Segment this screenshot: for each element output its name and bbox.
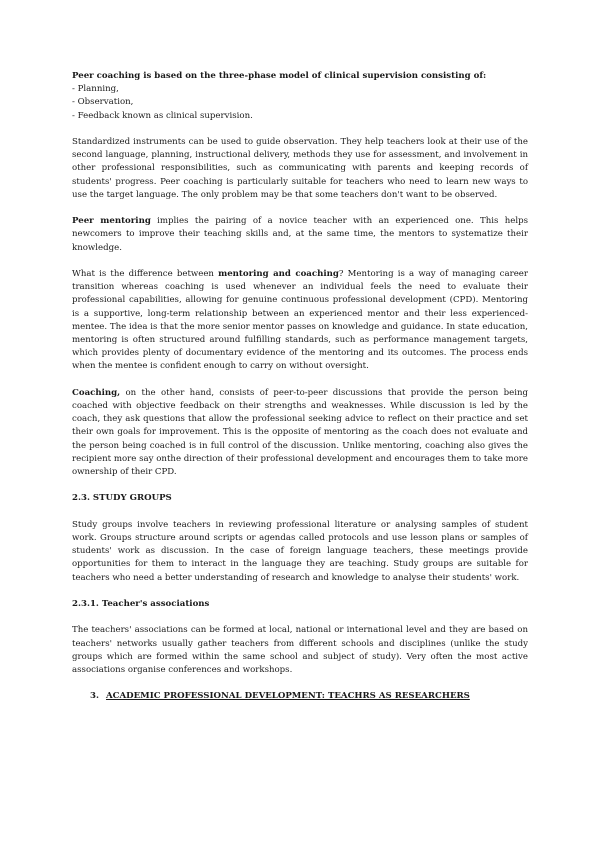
paragraph-difference — [72, 268, 528, 374]
term-coaching: Coaching, — [72, 387, 121, 398]
document-page — [72, 70, 528, 704]
paragraph-peer-mentoring — [72, 215, 528, 255]
paragraph-text: What is the difference between — [72, 269, 219, 279]
section-title-study-groups: 2.3. STUDY GROUPS — [72, 493, 172, 504]
paragraph-text: implies the pairing of a novice teacher with an experienced one. This helps newcomers to improve their teaching skills and, at the same time, the mentors to systematize their knowledge. — [72, 216, 529, 253]
list-item: - Observation, — [72, 97, 134, 108]
paragraph-associations: The teachers' associations can be formed at local, national or international level and they are based on teachers' networks usually gather teachers from different schools and disciplines (unlike the study groups which are formed within the same school and subject of study). Very often the most active associations organise conferences and workshops. — [72, 625, 528, 676]
section-title-text: ACADEMIC PROFESSIONAL DEVELOPMENT: TEACHRS AS RESEARCHERS — [106, 691, 470, 702]
list-item: - Feedback known as clinical supervision. — [72, 110, 253, 121]
list-item: - Planning, — [72, 84, 119, 95]
section-title-teachers-associations: 2.3.1. Teacher's associations — [72, 599, 210, 610]
paragraph-text: ? Mentoring is a way of managing career transition whereas coaching is used whenever an individual feels the need to evaluate their professional capabilities, allowing for genuine continuous professional development (CPD). Mentoring is a supportive, long-term relationship between an experienced mentor and their less experienced-mentee. The idea is that the more senior mentor passes on knowledge and guidance. In state education, mentoring is often structured around fulfilling standards, such as performance management targets, which provides plenty of documentary evidence of the mentoring and its outcomes. The process ends when the mentee is confident enough to carry on without oversight. — [72, 269, 529, 372]
paragraph-study-groups: Study groups involve teachers in reviewing professional literature or analysing samples of student work. Groups structure around scripts or agendas called protocols and use lesson plans or samples of students' work as discussion. In the case of foreign language teachers, these meetings provide opportunities for them to interact in the language they are teaching. Study groups are suitable for teachers who need a better understanding of research and knowledge to analyse their students' work. — [72, 519, 528, 583]
paragraph-standardized: Standardized instruments can be used to guide observation. They help teachers look at their use of the second language, planning, instructional delivery, methods they use for assessment, and involvement in other professional responsibilities, such as communicating with parents and keeping records of students' progress. Peer coaching is particularly suitable for teachers who need to learn new ways to use the target language. The only problem may be that some teachers don't want to be observed. — [72, 137, 528, 200]
paragraph-text: on the other hand, consists of peer-to-peer discussions that provide the person being coached with objective feedback on their strengths and weaknesses. While discussion is led by the coach, they ask questions that allow the professional seeking advice to reflect on their practice and set their own goals for improvement. This is the opposite of mentoring as the coach does not evaluate and the person being coached is in full control of the discussion. Unlike mentoring, coaching also gives the recipient more say onthe direction of their professional development and encourages them to take more ownership of their CPD. — [72, 387, 528, 478]
section-number: 3. — [90, 691, 99, 702]
intro-heading: Peer coaching is based on the three-phase model of clinical supervision consisting of: — [72, 71, 487, 81]
term-mentoring-coaching: mentoring and coaching — [218, 269, 339, 279]
section-title-academic — [72, 690, 528, 703]
paragraph-coaching — [72, 387, 528, 479]
term-peer-mentoring: Peer mentoring — [72, 216, 151, 227]
